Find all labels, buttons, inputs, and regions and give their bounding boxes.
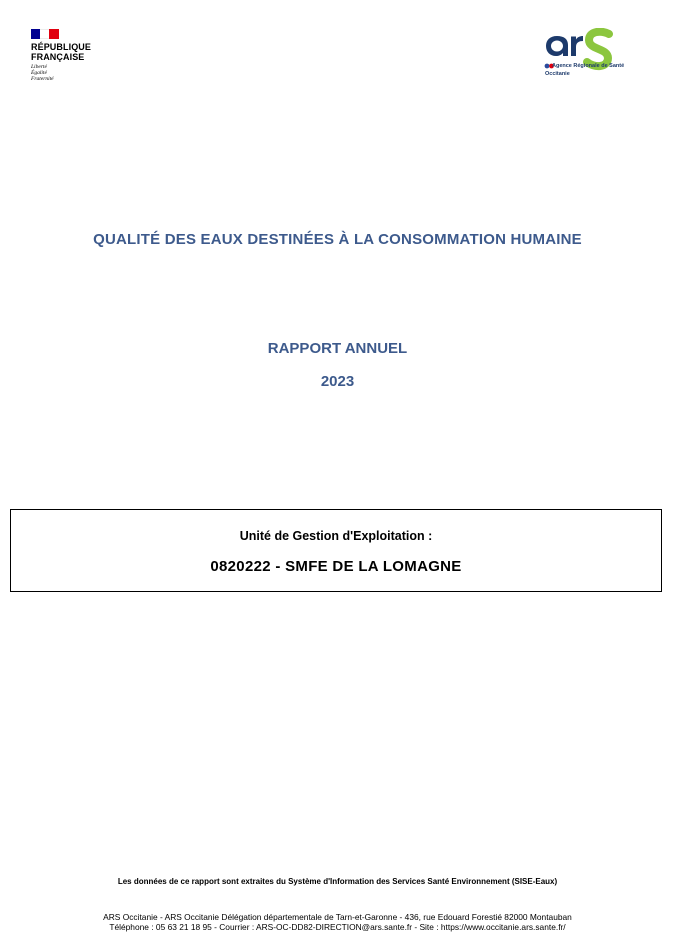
source-note: Les données de ce rapport sont extraites du Système d'Information des Services Santé Environnement (SISE-Eaux) bbox=[117, 877, 558, 886]
ars-agency-name: Agence Régionale de Santé bbox=[552, 63, 625, 69]
rf-motto-fraternite: Fraternité bbox=[31, 76, 54, 82]
footer-address: ARS Occitanie - ARS Occitanie Délégation départementale de Tarn-et-Garonne - 436, rue Edouard Forestié 82000 Montauban bbox=[103, 912, 572, 922]
rf-motto-liberte: Liberté bbox=[31, 64, 47, 70]
uge-label: Unité de Gestion d'Exploitation : bbox=[239, 529, 433, 543]
uge-value: 0820222 - SMFE DE LA LOMAGNE bbox=[210, 558, 462, 575]
ars-logo-mark-icon bbox=[543, 28, 643, 88]
rf-logo-motto bbox=[31, 64, 121, 82]
french-flag-icon bbox=[31, 29, 59, 39]
republique-francaise-logo bbox=[31, 29, 121, 82]
document-title: QUALITÉ DES EAUX DESTINÉES À LA CONSOMMATION HUMAINE bbox=[93, 231, 582, 248]
rf-motto-egalite: Égalité bbox=[31, 70, 47, 76]
footer-contact: Téléphone : 05 63 21 18 95 - Courrier : ARS-OC-DD82-DIRECTION@ars.sante.fr - Site : https://www.occitanie.ars.sante.fr/ bbox=[109, 922, 566, 932]
report-type: RAPPORT ANNUEL bbox=[267, 340, 408, 357]
ars-region-name: Occitanie bbox=[545, 71, 570, 77]
rf-logo-line2: FRANÇAISE bbox=[31, 52, 85, 62]
rf-logo-name bbox=[31, 42, 121, 62]
uge-box bbox=[10, 509, 662, 592]
rf-logo-line1: RÉPUBLIQUE bbox=[31, 42, 92, 52]
ars-occitanie-logo bbox=[543, 28, 643, 88]
report-year: 2023 bbox=[320, 373, 355, 390]
